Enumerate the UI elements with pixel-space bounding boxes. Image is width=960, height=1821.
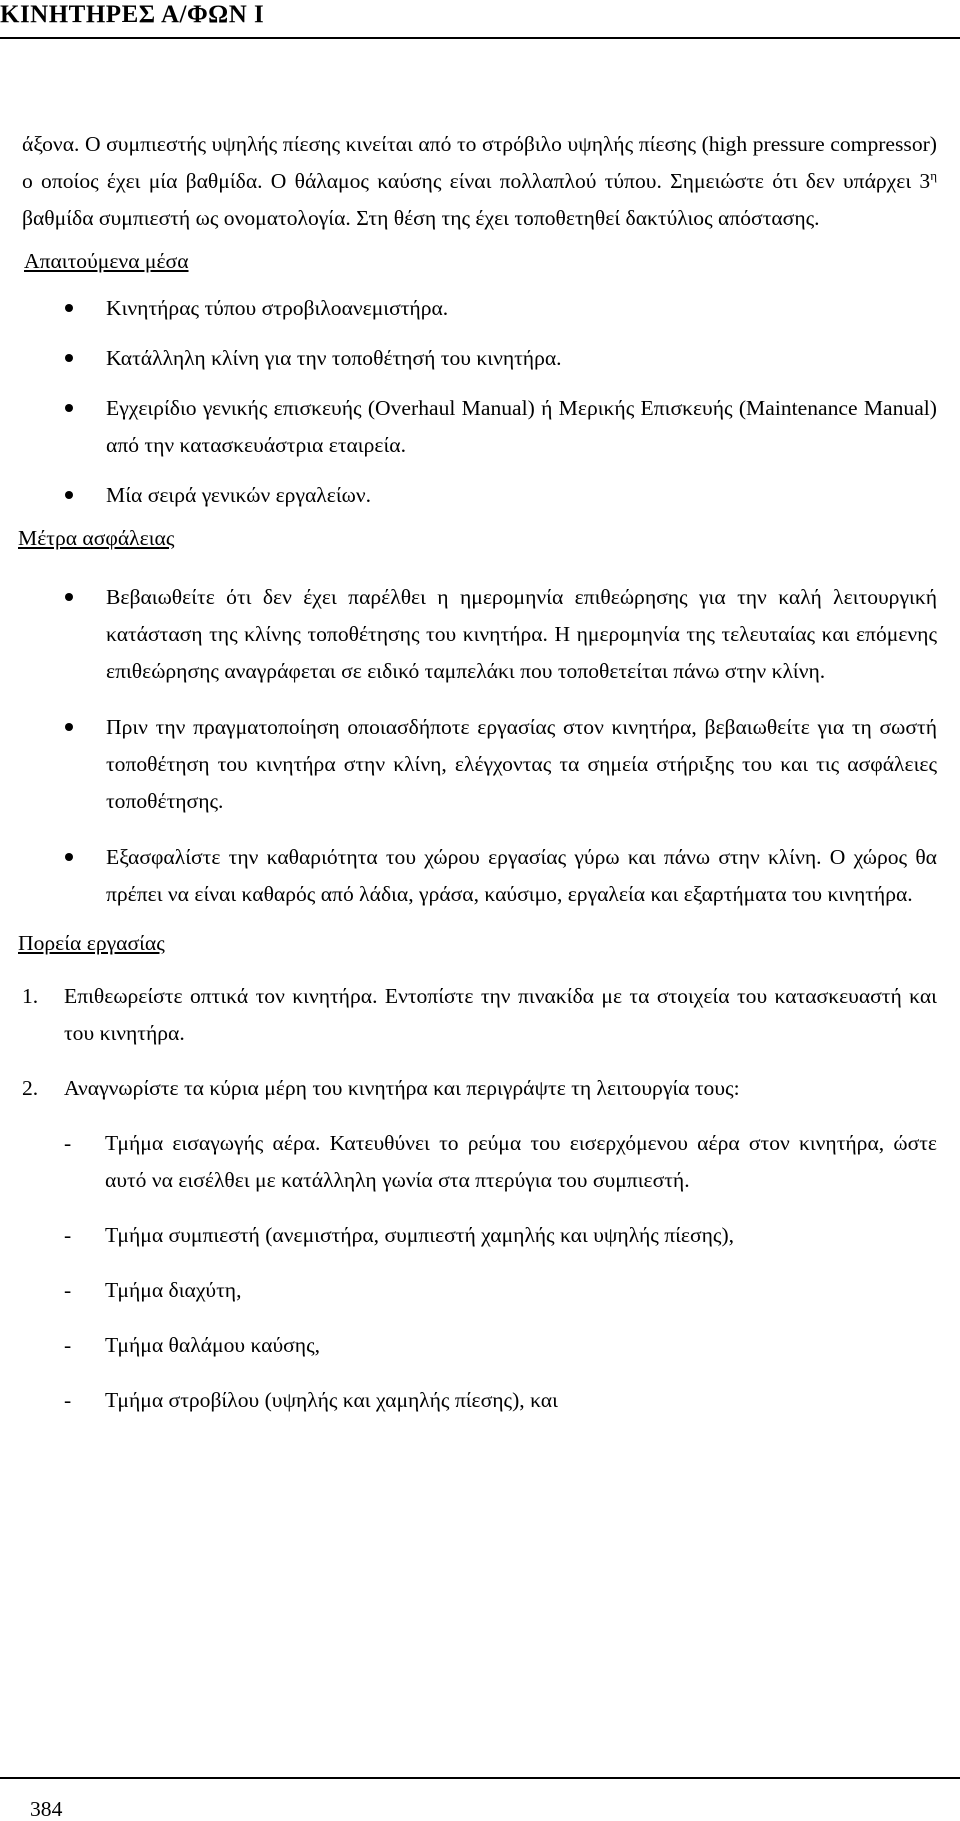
heading-required-means: Απαιτούμενα μέσα — [24, 249, 189, 273]
list-item: - Τμήμα στροβίλου (υψηλής και χαμηλής πίεσης), και — [22, 1382, 937, 1419]
intro-text-part1: άξονα. Ο συμπιεστής υψηλής πίεσης κινείται από το στρόβιλο υψηλής πίεσης (high pressure compressor) ο οποίος έχει μία βαθμίδα. Ο θάλαμος καύσης είναι πολλαπλού τύπου. Σημειώστε ότι δεν υπάρχει 3 — [22, 132, 937, 193]
engine-parts-list — [22, 1125, 937, 1419]
bullet-icon — [65, 853, 73, 861]
list-item: - Τμήμα εισαγωγής αέρα. Κατευθύνει το ρεύμα του εισερχόμενου αέρα στον κινητήρα, ώστε αυτό να εισέλθει με κατάλληλη γωνία στα πτερύγια του συμπιεστή. — [22, 1125, 937, 1199]
step-text: Αναγνωρίστε τα κύρια μέρη του κινητήρα και περιγράψτε τη λειτουργία τους: — [64, 1076, 740, 1100]
bullet-icon — [65, 354, 73, 362]
header-rule — [0, 37, 960, 39]
list-item: Εγχειρίδιο γενικής επισκευής (Overhaul Manual) ή Μερικής Επισκευής (Maintenance Manual) από την κατασκευάστρια εταιρεία. — [22, 390, 937, 464]
dash-marker: - — [64, 1223, 72, 1247]
header-title: ΚΙΝΗΤΗΡΕΣ Α/ΦΩΝ Ι — [0, 1, 265, 28]
safety-list — [22, 579, 937, 913]
list-item: Πριν την πραγματοποίηση οποιασδήποτε εργασίας στον κινητήρα, βεβαιωθείτε για τη σωστή τοποθέτηση του κινητήρα στην κλίνη, ελέγχοντας τα σημεία στήριξης του και τις ασφάλειες τοποθέτησης. — [22, 709, 937, 820]
intro-paragraph — [22, 126, 937, 237]
list-item: Εξασφαλίστε την καθαριότητα του χώρου εργασίας γύρω και πάνω στην κλίνη. Ο χώρος θα πρέπει να είναι καθαρός από λάδια, γράσα, καύσιμο, εργαλεία και εξαρτήματα του κινητήρα. — [22, 839, 937, 913]
intro-text-part2: βαθμίδα συμπιεστή ως ονοματολογία. Στη θέση της έχει τοποθετηθεί δακτύλιος απόστασης. — [22, 206, 820, 230]
dash-marker: - — [64, 1333, 72, 1357]
bullet-icon — [65, 491, 73, 499]
bullet-icon — [65, 593, 73, 601]
list-item: Μία σειρά γενικών εργαλείων. — [22, 477, 937, 514]
list-item: - Τμήμα θαλάμου καύσης, — [22, 1327, 937, 1364]
list-item: - Τμήμα συμπιεστή (ανεμιστήρα, συμπιεστή χαμηλής και υψηλής πίεσης), — [22, 1217, 937, 1254]
heading-safety: Μέτρα ασφάλειας — [18, 526, 175, 550]
superscript: η — [930, 167, 937, 183]
page-number: 384 — [30, 1797, 63, 1821]
bullet-icon — [65, 723, 73, 731]
bullet-icon — [65, 404, 73, 412]
step-item — [22, 978, 937, 1052]
page-body — [18, 126, 937, 1419]
list-item: Κινητήρας τύπου στροβιλοανεμιστήρα. — [22, 290, 937, 327]
required-means-list — [22, 290, 937, 514]
step-item — [22, 1070, 937, 1107]
heading-procedure: Πορεία εργασίας — [18, 931, 165, 955]
procedure-steps — [22, 978, 937, 1107]
dash-marker: - — [64, 1388, 72, 1412]
list-item: Βεβαιωθείτε ότι δεν έχει παρέλθει η ημερομηνία επιθεώρησης για την καλή λειτουργική κατάσταση της κλίνης τοποθέτησης του κινητήρα. Η ημερομηνία της τελευταίας και επόμενης επιθεώρησης αναγράφεται σε ειδικό ταμπελάκι που τοποθετείται πάνω στην κλίνη. — [22, 579, 937, 690]
dash-marker: - — [64, 1278, 72, 1302]
dash-marker: - — [64, 1131, 72, 1155]
step-number: 2. — [22, 1076, 39, 1100]
list-item: - Τμήμα διαχύτη, — [22, 1272, 937, 1309]
page-header — [0, 0, 960, 30]
bullet-icon — [65, 304, 73, 312]
list-item: Κατάλληλη κλίνη για την τοποθέτησή του κινητήρα. — [22, 340, 937, 377]
step-text: Επιθεωρείστε οπτικά τον κινητήρα. Εντοπίστε την πινακίδα με τα στοιχεία του κατασκευαστή και του κινητήρα. — [64, 984, 937, 1045]
step-number: 1. — [22, 984, 39, 1008]
footer-rule — [0, 1777, 960, 1779]
